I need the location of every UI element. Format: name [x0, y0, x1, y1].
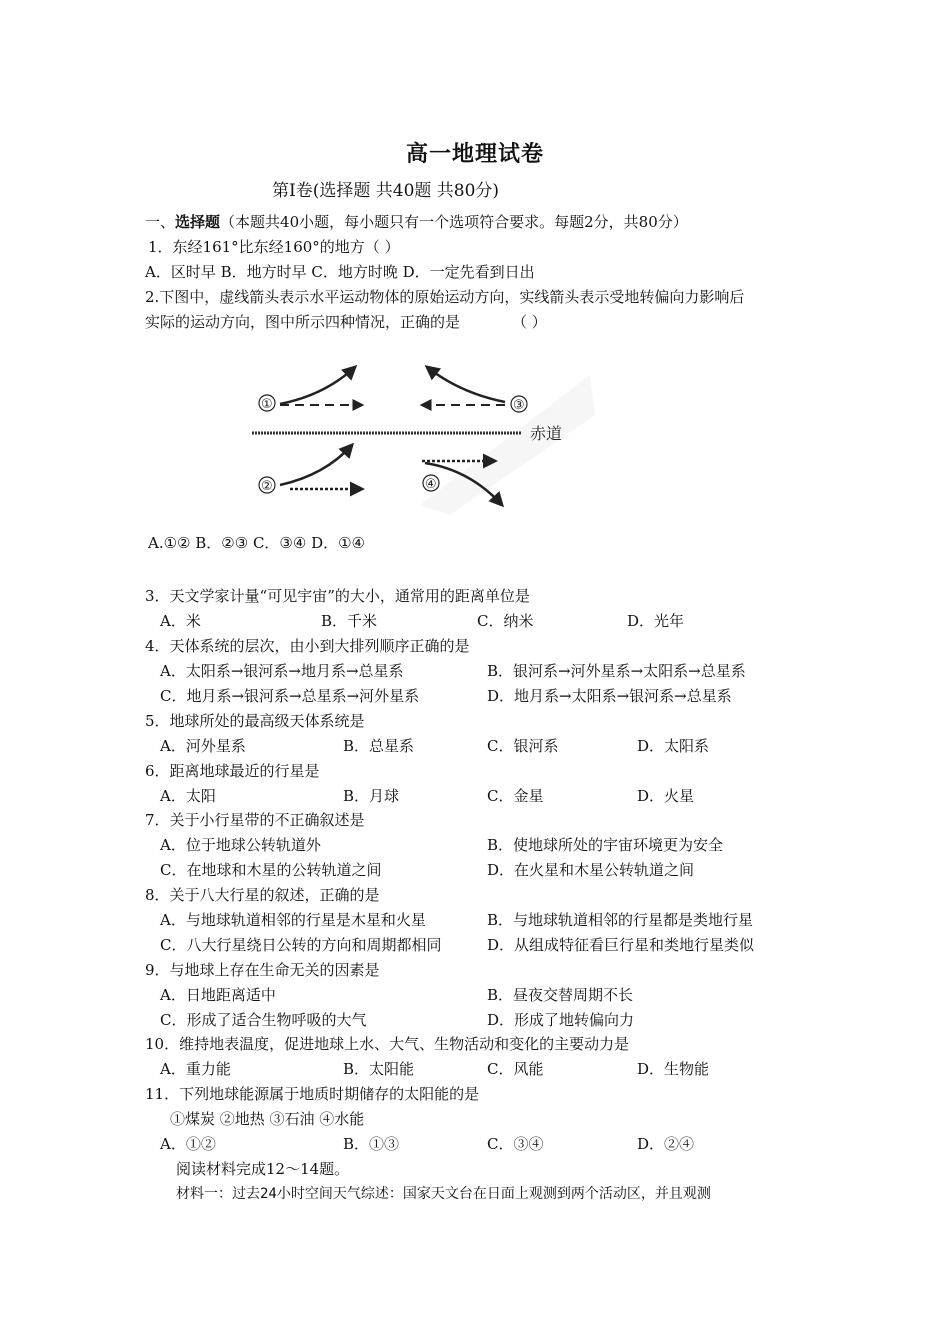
equator-label: 赤道: [530, 424, 563, 443]
coriolis-diagram: [250, 355, 595, 520]
section-note: （本题共40小题，每小题只有一个选项符合要求。每题2分，共80分）: [220, 213, 688, 231]
q7-stem: 7．关于小行星带的不正确叙述是: [145, 811, 365, 829]
marker-2: ②: [261, 479, 273, 494]
q7-option-c: C．在地球和木星的公转轨道之间: [160, 861, 382, 879]
q8-option-d: D．从组成特征看巨行星和类地行星类似: [487, 936, 755, 954]
q9-option-c: C．形成了适合生物呼吸的大气: [160, 1011, 367, 1029]
q1-stem: 1．东经161°比东经160°的地方（ ）: [148, 238, 400, 256]
section-bold: 选择题: [175, 213, 221, 231]
q5-stem: 5．地球所处的最高级天体系统是: [145, 712, 365, 730]
q3-option-c: C．纳米: [477, 612, 534, 630]
marker-3: ③: [513, 398, 525, 413]
q8-option-a: A．与地球轨道相邻的行星是木星和火星: [160, 911, 426, 929]
arrow-3-solid: [427, 367, 505, 402]
q1-options: A．区时早 B．地方时早 C．地方时晚 D．一定先看到日出: [145, 263, 535, 281]
q4-option-d: D．地月系→太阳系→银河系→总星系: [487, 687, 732, 705]
marker-4: ④: [425, 477, 437, 492]
q9-option-d: D．形成了地转偏向力: [487, 1011, 635, 1029]
q4-option-b: B．银河系→河外星系→太阳系→总星系: [487, 662, 746, 680]
exam-subtitle: 第Ⅰ卷(选择题 共40题 共80分): [272, 181, 500, 201]
q9-option-b: B．昼夜交替周期不长: [487, 986, 634, 1004]
q9-stem: 9．与地球上存在生命无关的因素是: [145, 961, 380, 979]
watermark: [420, 375, 595, 515]
exam-title: 高一地理试卷: [405, 141, 544, 167]
q3-option-b: B．千米: [321, 612, 378, 630]
section-heading: [145, 212, 688, 232]
q6-stem: 6．距离地球最近的行星是: [145, 762, 320, 780]
section-label: 一、: [145, 213, 176, 231]
q3-stem: 3．天文学家计量“可见宇宙”的大小，通常用的距离单位是: [145, 587, 530, 605]
q5-option-c: C．银河系: [487, 737, 559, 755]
q10-option-b: B．太阳能: [343, 1060, 415, 1078]
q6-option-b: B．月球: [343, 787, 400, 805]
q5-option-b: B．总星系: [343, 737, 415, 755]
q10-option-a: A．重力能: [160, 1060, 231, 1078]
q11-items: ①煤炭 ②地热 ③石油 ④水能: [170, 1110, 365, 1128]
q11-option-d: D．②④: [637, 1135, 695, 1153]
q9-option-a: A．日地距离适中: [160, 986, 276, 1004]
q11-option-c: C．③④: [487, 1135, 544, 1153]
q3-option-a: A．米: [160, 612, 201, 630]
q4-stem: 4．天体系统的层次，由小到大排列顺序正确的是: [145, 637, 470, 655]
q10-option-d: D．生物能: [637, 1060, 710, 1078]
q2-answer-paren: （ ）: [512, 313, 547, 331]
marker-1: ①: [261, 397, 273, 412]
q7-option-d: D．在火星和木星公转轨道之间: [487, 861, 695, 879]
q2-options: A.①② B．②③ C．③④ D．①④: [148, 534, 366, 552]
q8-option-b: B．与地球轨道相邻的行星都是类地行星: [487, 911, 754, 929]
q2-stem-line2: [145, 312, 547, 332]
q11-option-a: A．①②: [160, 1135, 216, 1153]
q7-option-a: A．位于地球公转轨道外: [160, 836, 321, 854]
q6-option-d: D．火星: [637, 787, 695, 805]
q10-stem: 10．维持地表温度，促进地球上水、大气、生物活动和变化的主要动力是: [145, 1035, 630, 1053]
reading-intro: 阅读材料完成12～14题。: [176, 1160, 350, 1178]
q2-stem-line1: 2.下图中，虚线箭头表示水平运动物体的原始运动方向，实线箭头表示受地转偏向力影响后: [145, 288, 745, 306]
q6-option-a: A．太阳: [160, 787, 216, 805]
q4-option-c: C．地月系→银河系→总星系→河外星系: [160, 687, 420, 705]
q5-option-a: A．河外星系: [160, 737, 246, 755]
q10-option-c: C．风能: [487, 1060, 544, 1078]
arrow-2-solid: [280, 445, 352, 485]
q3-option-d: D．光年: [627, 612, 685, 630]
q11-stem: 11．下列地球能源属于地质时期储存的太阳能的是: [145, 1085, 480, 1103]
q11-option-b: B．①③: [343, 1135, 400, 1153]
q4-option-a: A．太阳系→银河系→地月系→总星系: [160, 662, 404, 680]
q2-stem-text: 实际的运动方向，图中所示四种情况，正确的是: [145, 313, 461, 331]
q5-option-d: D．太阳系: [637, 737, 710, 755]
reading-material-1: 材料一：过去24小时空间天气综述：国家天文台在日面上观测到两个活动区，并且观测: [176, 1186, 711, 1202]
q7-option-b: B．使地球所处的宇宙环境更为安全: [487, 836, 724, 854]
arrow-1-solid: [280, 367, 355, 404]
q6-option-c: C．金星: [487, 787, 544, 805]
q8-option-c: C．八大行星绕日公转的方向和周期都相同: [160, 936, 442, 954]
q8-stem: 8．关于八大行星的叙述，正确的是: [145, 886, 380, 904]
